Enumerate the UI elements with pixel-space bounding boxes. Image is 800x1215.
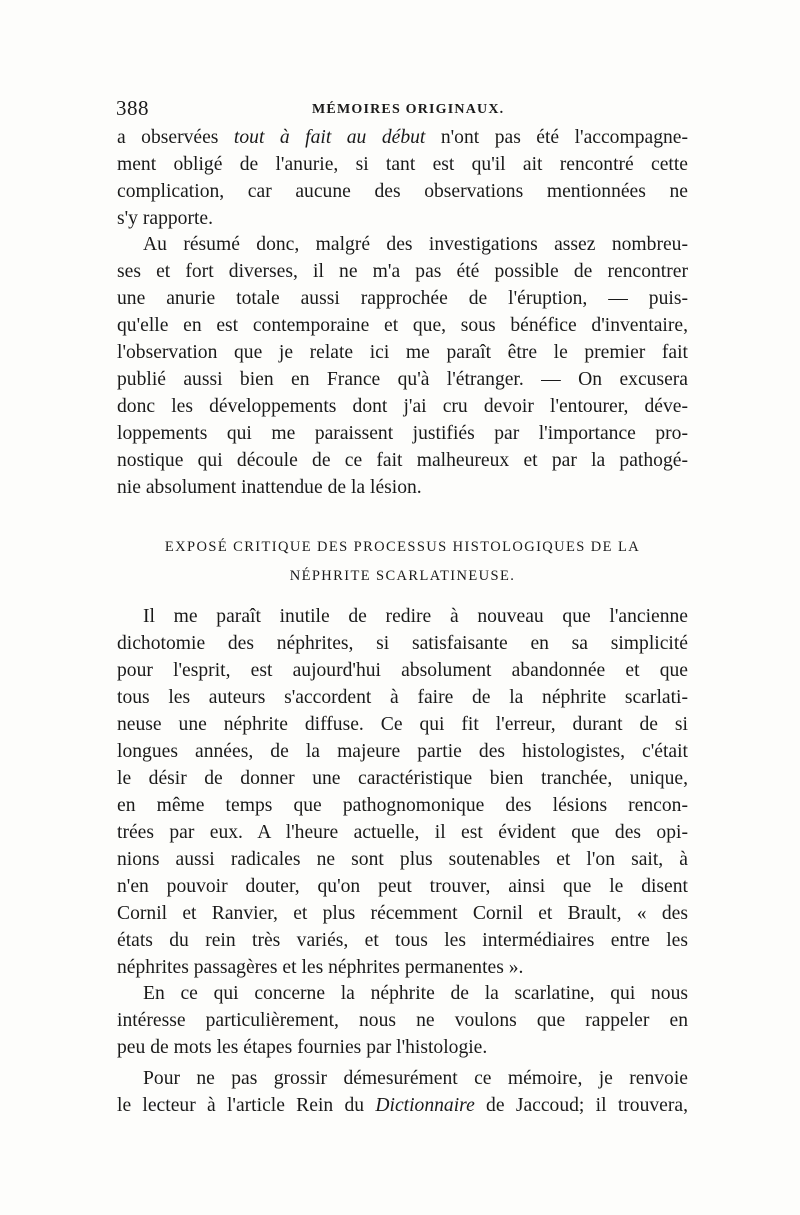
text-line: pour l'esprit, est aujourd'hui absolument abandonnée et que bbox=[117, 660, 688, 681]
text-fragment: a observées bbox=[117, 127, 234, 148]
italic-phrase: Dictionnaire bbox=[375, 1095, 475, 1116]
page-number: 388 bbox=[116, 96, 149, 120]
text-line: états du rein très variés, et tous les intermédiaires entre les bbox=[117, 930, 688, 951]
text-line: Il me paraît inutile de redire à nouveau que l'ancienne bbox=[143, 606, 688, 627]
text-line: neuse une néphrite diffuse. Ce qui fit l'erreur, durant de si bbox=[117, 714, 688, 735]
text-line: nie absolument inattendue de la lésion. bbox=[117, 477, 422, 498]
text-line: le désir de donner une caractéristique bien tranchée, unique, bbox=[117, 768, 688, 789]
text-line: En ce qui concerne la néphrite de la scarlatine, qui nous bbox=[143, 983, 688, 1004]
text-line: peu de mots les étapes fournies par l'histologie. bbox=[117, 1037, 488, 1058]
section-heading-line: NÉPHRITE SCARLATINEUSE. bbox=[289, 568, 516, 584]
text-fragment: n'ont pas été l'accompagne- bbox=[425, 127, 689, 148]
paragraph-5 bbox=[117, 1065, 688, 1119]
text-line: nostique qui découle de ce fait malheureux et par la pathogé- bbox=[117, 450, 688, 471]
text-line: complication, car aucune des observations mentionnées ne bbox=[117, 181, 688, 202]
paragraph-3 bbox=[117, 603, 688, 981]
text-line: n'en pouvoir douter, qu'on peut trouver, ainsi que le disent bbox=[117, 876, 688, 897]
text-line: en même temps que pathognomonique des lésions rencon- bbox=[117, 795, 688, 816]
paragraph-4 bbox=[117, 980, 688, 1061]
text-fragment: le lecteur à l'article Rein du bbox=[117, 1095, 376, 1116]
text-line: ses et fort diverses, il ne m'a pas été possible de rencontrer bbox=[117, 261, 688, 282]
text-line: donc les développements dont j'ai cru devoir l'entourer, déve- bbox=[117, 396, 688, 417]
paragraph-1 bbox=[117, 124, 688, 232]
text-line: Pour ne pas grossir démesurément ce mémoire, je renvoie bbox=[143, 1068, 688, 1089]
section-heading-line: EXPOSÉ CRITIQUE DES PROCESSUS HISTOLOGIQUES DE LA bbox=[164, 539, 641, 555]
text-line: dichotomie des néphrites, si satisfaisante en sa simplicité bbox=[117, 633, 688, 654]
text-line: ment obligé de l'anurie, si tant est qu'il ait rencontré cette bbox=[117, 154, 688, 175]
text-line: qu'elle en est contemporaine et que, sous bénéfice d'inventaire, bbox=[117, 315, 688, 336]
text-line: s'y rapporte. bbox=[117, 208, 214, 229]
text-fragment: de Jaccoud; il trouvera, bbox=[474, 1095, 688, 1116]
text-line: longues années, de la majeure partie des histologistes, c'était bbox=[117, 741, 688, 762]
text-line: intéresse particulièrement, nous ne voulons que rappeler en bbox=[117, 1010, 688, 1031]
text-line: trées par eux. A l'heure actuelle, il est évident que des opi- bbox=[117, 822, 688, 843]
text-line: loppements qui me paraissent justifiés par l'importance pro- bbox=[117, 423, 688, 444]
text-line: l'observation que je relate ici me paraît être le premier fait bbox=[117, 342, 688, 363]
text-line: nions aussi radicales ne sont plus soutenables et l'on sait, à bbox=[117, 849, 688, 870]
text-line bbox=[117, 124, 688, 151]
text-line: Cornil et Ranvier, et plus récemment Cornil et Brault, « des bbox=[117, 903, 688, 924]
text-line: tous les auteurs s'accordent à faire de la néphrite scarlati- bbox=[117, 687, 688, 708]
page-header bbox=[116, 96, 686, 126]
italic-phrase: tout à fait au début bbox=[233, 127, 426, 148]
text-line: néphrites passagères et les néphrites permanentes ». bbox=[117, 957, 524, 978]
text-line: Au résumé donc, malgré des investigations assez nombreu- bbox=[143, 234, 688, 255]
text-line: une anurie totale aussi rapprochée de l'éruption, — puis- bbox=[117, 288, 688, 309]
paragraph-2 bbox=[117, 231, 688, 501]
text-line: publié aussi bien en France qu'à l'étranger. — On excusera bbox=[117, 369, 688, 390]
text-line bbox=[117, 1092, 688, 1119]
section-heading bbox=[117, 533, 688, 591]
running-head: MÉMOIRES ORIGINAUX. bbox=[312, 102, 505, 117]
